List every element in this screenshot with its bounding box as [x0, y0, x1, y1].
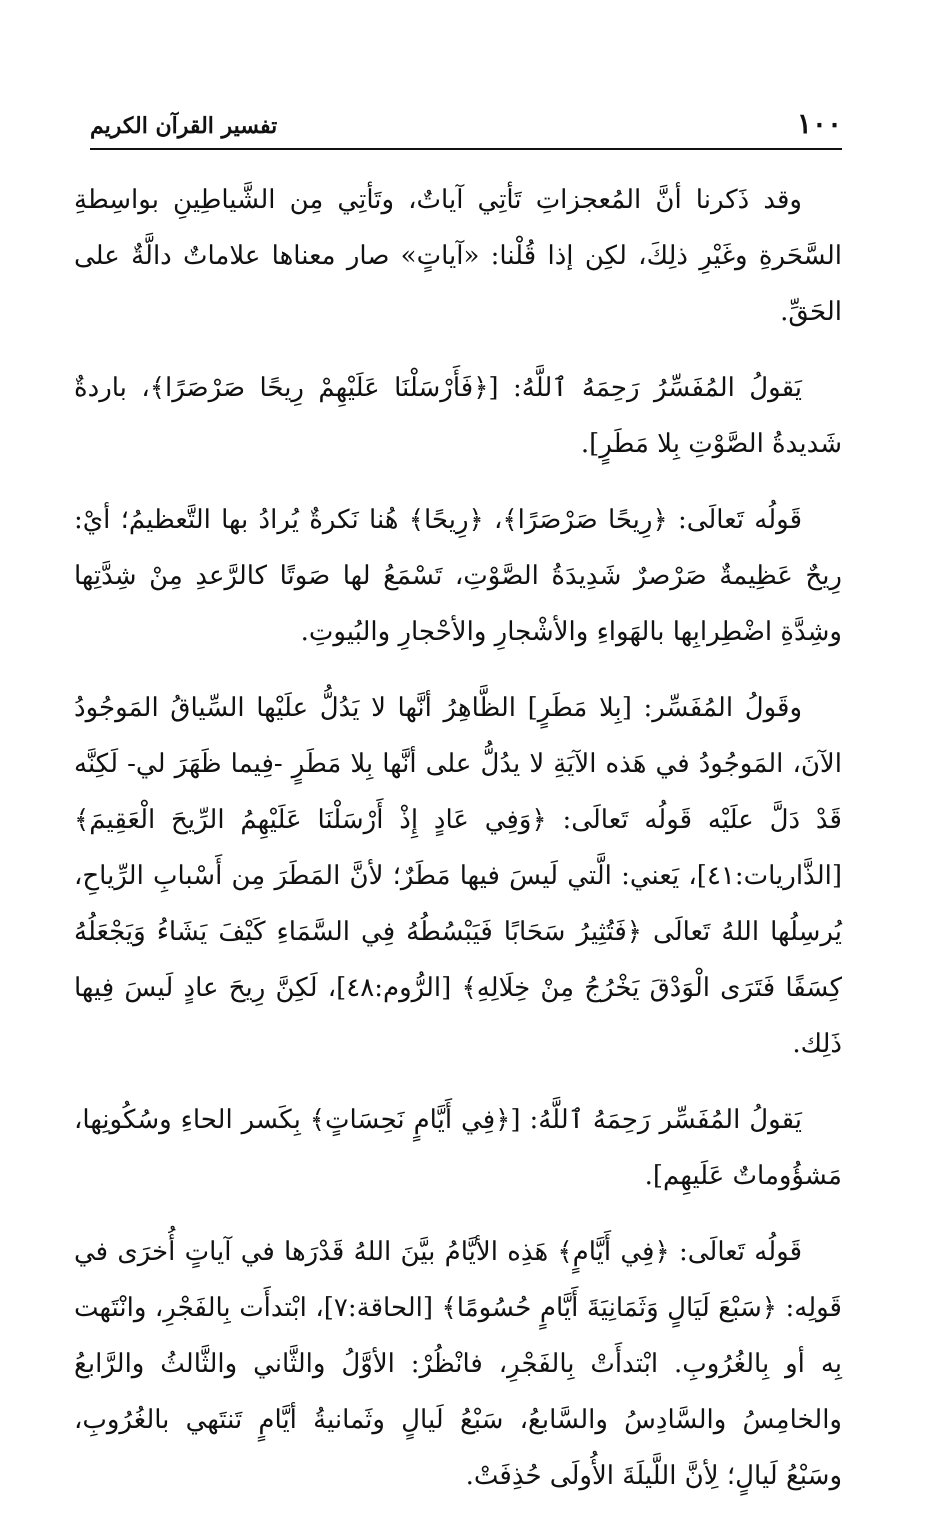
paragraph-6: قَولُه تَعالَى: ﴿فِي أَيَّامٍ﴾ هَذِه الأيَّامُ بيَّنَ اللهُ قَدْرَها في آياتٍ أُخرَى في قَولِه: ﴿سَبْعَ لَيَالٍ وَثَمَانِيَةَ أَيَّامٍ حُسُومًا﴾ [الحاقة:٧]، ابْتدأَت بِالفَجْرِ، وانْتَهت بِه أو بِالغُرُوبِ. ابْتدأَتْ بِالفَجْرِ، فانْظُرْ: الأوَّلُ والثَّاني والثَّالثُ والرَّابعُ والخامِسُ والسَّادِسُ والسَّابعُ، سَبْعُ لَيالٍ وثَمانيةُ أيَّامٍ تَنتَهي بالغُرُوبِ، وسَبْعُ لَيالٍ؛ لِأنَّ اللَّيلَةَ الأُولَى حُذِفَتْ. — [74, 1237, 842, 1491]
paragraph-1: وقد ذَكرنا أنَّ المُعجزاتِ تَأتِي آياتٌ، وتَأتِي مِن الشَّياطِينِ بواسِطةِ السَّحَرةِ وغَيْرِ ذلِكَ، لكِن إذا قُلْنا: «آياتٍ» صار معناها علاماتٌ دالَّةٌ على الحَقِّ. — [74, 185, 842, 327]
paragraph-4: وقَولُ المُفَسِّر: [بِلا مَطَرٍ] الظَّاهِرُ أنَّها لا يَدُلُّ علَيْها السِّياقُ المَوجُودُ الآنَ، المَوجُودُ في هَذه الآيَةِ لا يدُلُّ على أنَّها بِلا مَطَرٍ -فِيما ظَهَرَ لي- لَكِنَّه قَدْ دَلَّ علَيْه قَولُه تَعالَى: ﴿وَفِي عَادٍ إِذْ أَرْسَلْنَا عَلَيْهِمُ الرِّيحَ الْعَقِيمَ﴾ [الذَّاريات:٤١]، يَعني: الَّتي لَيسَ فيها مَطَرٌ؛ لأنَّ المَطَرَ مِن أَسْبابِ الرِّياحِ، يُرسِلُها اللهُ تَعالَى ﴿فَتُثِيرُ سَحَابًا فَيَبْسُطُهُ فِي السَّمَاءِ كَيْفَ يَشَاءُ وَيَجْعَلُهُ كِسَفًا فَتَرَى الْوَدْقَ يَخْرُجُ مِنْ خِلَالِهِ﴾ [الرُّوم:٤٨]، لَكِنَّ رِيحَ عادٍ لَيسَ فِيها ذَلِك. — [74, 693, 842, 1059]
paragraph-5: يَقولُ المُفَسِّر رَحِمَهُ ٱللَّهُ: [﴿فِي أَيَّامٍ نَحِسَاتٍ﴾ بِكَسر الحاءِ وسُكُونِها، مَشؤُوماتٌ عَلَيهِم]. — [74, 1105, 842, 1191]
paragraph-2: يَقولُ المُفَسِّرُ رَحِمَهُ ٱللَّهُ: [﴿فَأَرْسَلْنَا عَلَيْهِمْ رِيحًا صَرْصَرًا﴾، باردةٌ شَديدةُ الصَّوْتِ بِلا مَطَرٍ]. — [74, 373, 842, 459]
header-divider — [90, 148, 842, 150]
paragraph-3: قَولُه تَعالَى: ﴿رِيحًا صَرْصَرًا﴾، ﴿رِيحًا﴾ هُنا نَكرةٌ يُرادُ بها التَّعظيمُ؛ أيْ: رِيحٌ عَظِيمةٌ صَرْصرٌ شَدِيدَةُ الصَّوْتِ، تَسْمَعُ لها صَوتًا كالرَّعدِ مِنْ شِدَّتِها وشِدَّةِ اضْطِرابِها بالهَواءِ والأشْجارِ والأحْجارِ والبُيوتِ. — [74, 505, 842, 647]
page-header — [90, 108, 842, 148]
page-number: ١٠٠ — [796, 107, 842, 140]
running-title: تفسير القرآن الكريم — [90, 113, 278, 139]
page-body — [74, 172, 842, 1524]
